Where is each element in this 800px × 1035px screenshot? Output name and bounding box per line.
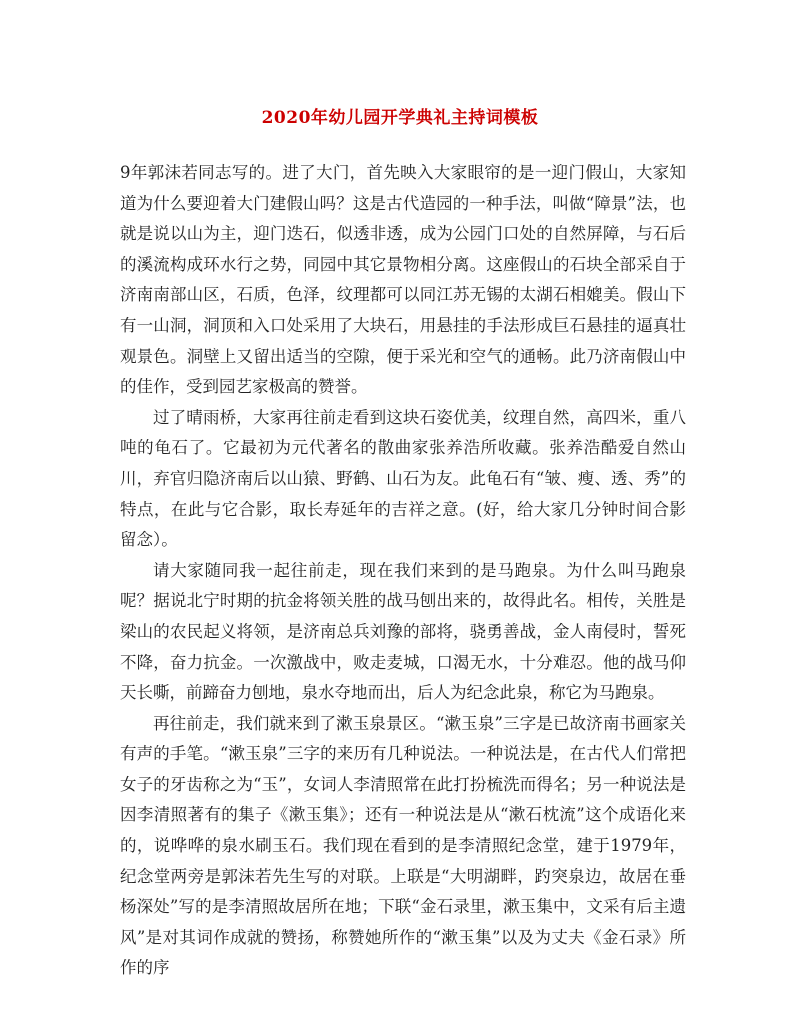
paragraph-2: 过了晴雨桥，大家再往前走看到这块石姿优美，纹理自然，高四米，重八吨的龟石了。它最初为元代著名的散曲家张养浩所收藏。张养浩酷爱自然山川，弃官归隐济南后以山猿、野鹤、山石为友。此龟石有“皱、瘦、透、秀”的特点，在此与它合影，取长寿延年的吉祥之意。(好，给大家几分钟时间合影留念）。 bbox=[120, 407, 686, 550]
document-body bbox=[120, 158, 686, 984]
document-title: 2020年幼儿园开学典礼主持词模板 bbox=[261, 108, 539, 128]
paragraph-4: 再往前走，我们就来到了漱玉泉景区。“漱玉泉”三字是已故济南书画家关有声的手笔。“漱玉泉”三字的来历有几种说法。一种说法是，在古代人们常把女子的牙齿称之为“玉”，女词人李清照常在此打扮梳洗而得名；另一种说法是因李清照著有的集子《漱玉集》；还有一种说法是从“漱石枕流”这个成语化来的，说哗哗的泉水刷玉石。我们现在看到的是李清照纪念堂，建于1979年，纪念堂两旁是郭沫若先生写的对联。上联是“大明湖畔，趵突泉边，故居在垂杨深处”写的是李清照故居所在地；下联“金石录里，漱玉集中，文采有后主遗风”是对其词作成就的赞扬，称赞她所作的“漱玉集”以及为丈夫《金石录》所作的序 bbox=[120, 713, 686, 978]
paragraph-3: 请大家随同我一起往前走，现在我们来到的是马跑泉。为什么叫马跑泉呢？据说北宁时期的抗金将领关胜的战马刨出来的，故得此名。相传，关胜是梁山的农民起义将领，是济南总兵刘豫的部将，骁勇善战，金人南侵时，誓死不降，奋力抗金。一次激战中，败走麦城，口渴无水，十分难忍。他的战马仰天长嘶，前蹄奋力刨地，泉水夺地而出，后人为纪念此泉，称它为马跑泉。 bbox=[120, 560, 686, 703]
paragraph-1: 9年郭沫若同志写的。进了大门，首先映入大家眼帘的是一迎门假山，大家知道为什么要迎着大门建假山吗？这是古代造园的一种手法，叫做“障景”法，也就是说以山为主，迎门迭石，似透非透，成为公园门口处的自然屏障，与石后的溪流构成环水行之势，同园中其它景物相分离。这座假山的石块全部采自于济南南部山区，石质，色泽，纹理都可以同江苏无锡的太湖石相媲美。假山下有一山洞，洞顶和入口处采用了大块石，用悬挂的手法形成巨石悬挂的逼真壮观景色。洞壁上又留出适当的空隙，便于采光和空气的通畅。此乃济南假山中的佳作，受到园艺家极高的赞誉。 bbox=[120, 163, 686, 397]
